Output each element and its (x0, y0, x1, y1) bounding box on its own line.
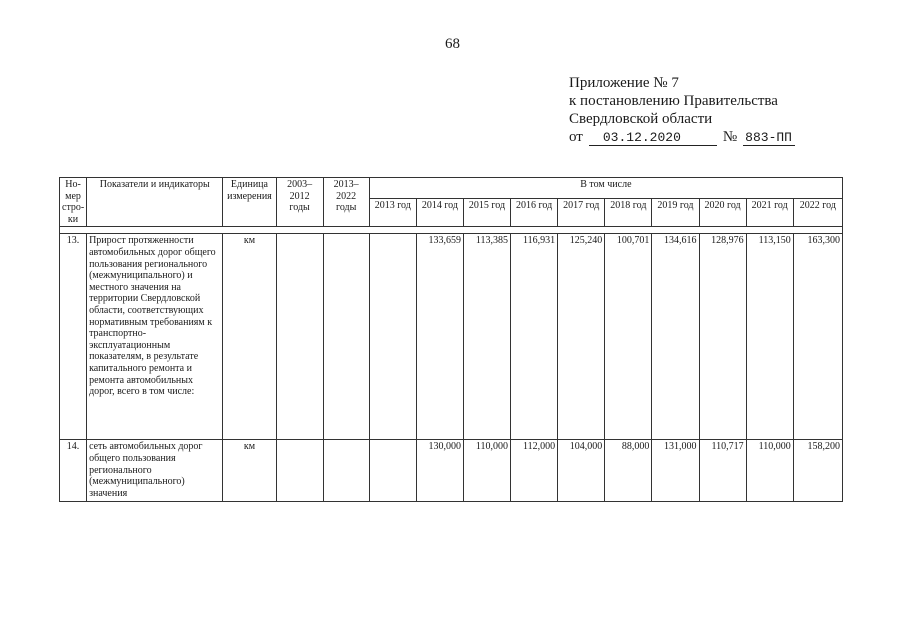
indicator-name: Прирост протяженности автомобильных дорог общего пользования регионального (межмуниципального) и местного значения на территории Свердловской области, соответствующих нормативным требованиям к транспортно-эксплуатационным показателям, в результате капитального ремонта и ремонта автомобильных дорог, всего в том числе: (87, 234, 223, 440)
year-value: 116,931 (511, 234, 558, 440)
header-row-main (60, 178, 843, 199)
header-unit: Единица измерения (223, 178, 276, 227)
row-number: 14. (60, 440, 87, 502)
header-period-2013-2022: 2013–2022 годы (323, 178, 369, 227)
period-2003-2012-cell (276, 234, 323, 440)
header-year: 2017 год (558, 199, 605, 227)
appendix-title: Приложение № 7 (569, 75, 679, 91)
appendix-date-line (569, 128, 795, 146)
year-value (369, 234, 416, 440)
year-value: 113,150 (746, 234, 793, 440)
year-value: 88,000 (605, 440, 652, 502)
header-year: 2014 год (416, 199, 463, 227)
period-2013-2022-cell (323, 440, 369, 502)
resolution-date: 03.12.2020 (589, 131, 717, 146)
year-value: 110,717 (699, 440, 746, 502)
appendix-header (569, 74, 795, 146)
header-year: 2018 год (605, 199, 652, 227)
header-separator-row (60, 227, 843, 234)
year-value: 112,000 (511, 440, 558, 502)
number-prefix: № (722, 129, 738, 145)
header-separator (60, 227, 843, 234)
header-period-2003-2012: 2003–2012 годы (276, 178, 323, 227)
header-year: 2019 год (652, 199, 699, 227)
indicators-table (59, 177, 843, 502)
appendix-resolution-line: к постановлению Правительства (569, 93, 778, 109)
header-year: 2015 год (463, 199, 510, 227)
period-2013-2022-cell (323, 234, 369, 440)
year-value: 130,000 (416, 440, 463, 502)
header-year: 2020 год (699, 199, 746, 227)
year-value (369, 440, 416, 502)
year-value: 134,616 (652, 234, 699, 440)
row-number: 13. (60, 234, 87, 440)
indicator-name: сеть автомобильных дорог общего пользования регионального (межмуниципального) значения (87, 440, 223, 502)
year-value: 110,000 (463, 440, 510, 502)
appendix-region-line: Свердловской области (569, 111, 713, 127)
header-year: 2016 год (511, 199, 558, 227)
year-value: 158,200 (793, 440, 842, 502)
date-prefix: от (569, 129, 583, 145)
header-indicator: Показатели и индикаторы (87, 178, 223, 227)
header-year: 2013 год (369, 199, 416, 227)
year-value: 163,300 (793, 234, 842, 440)
unit-cell: км (223, 234, 276, 440)
unit-cell: км (223, 440, 276, 502)
year-value: 113,385 (463, 234, 510, 440)
period-2003-2012-cell (276, 440, 323, 502)
page-number: 68 (445, 36, 460, 52)
year-value: 104,000 (558, 440, 605, 502)
year-value: 131,000 (652, 440, 699, 502)
year-value: 133,659 (416, 234, 463, 440)
resolution-number: 883-ПП (743, 131, 795, 146)
year-value: 128,976 (699, 234, 746, 440)
year-value: 110,000 (746, 440, 793, 502)
header-year: 2022 год (793, 199, 842, 227)
header-row-no: Но-мер стро-ки (60, 178, 87, 227)
table-row (60, 234, 843, 440)
year-value: 125,240 (558, 234, 605, 440)
table-row (60, 440, 843, 502)
header-year: 2021 год (746, 199, 793, 227)
year-value: 100,701 (605, 234, 652, 440)
header-including: В том числе (369, 178, 842, 199)
